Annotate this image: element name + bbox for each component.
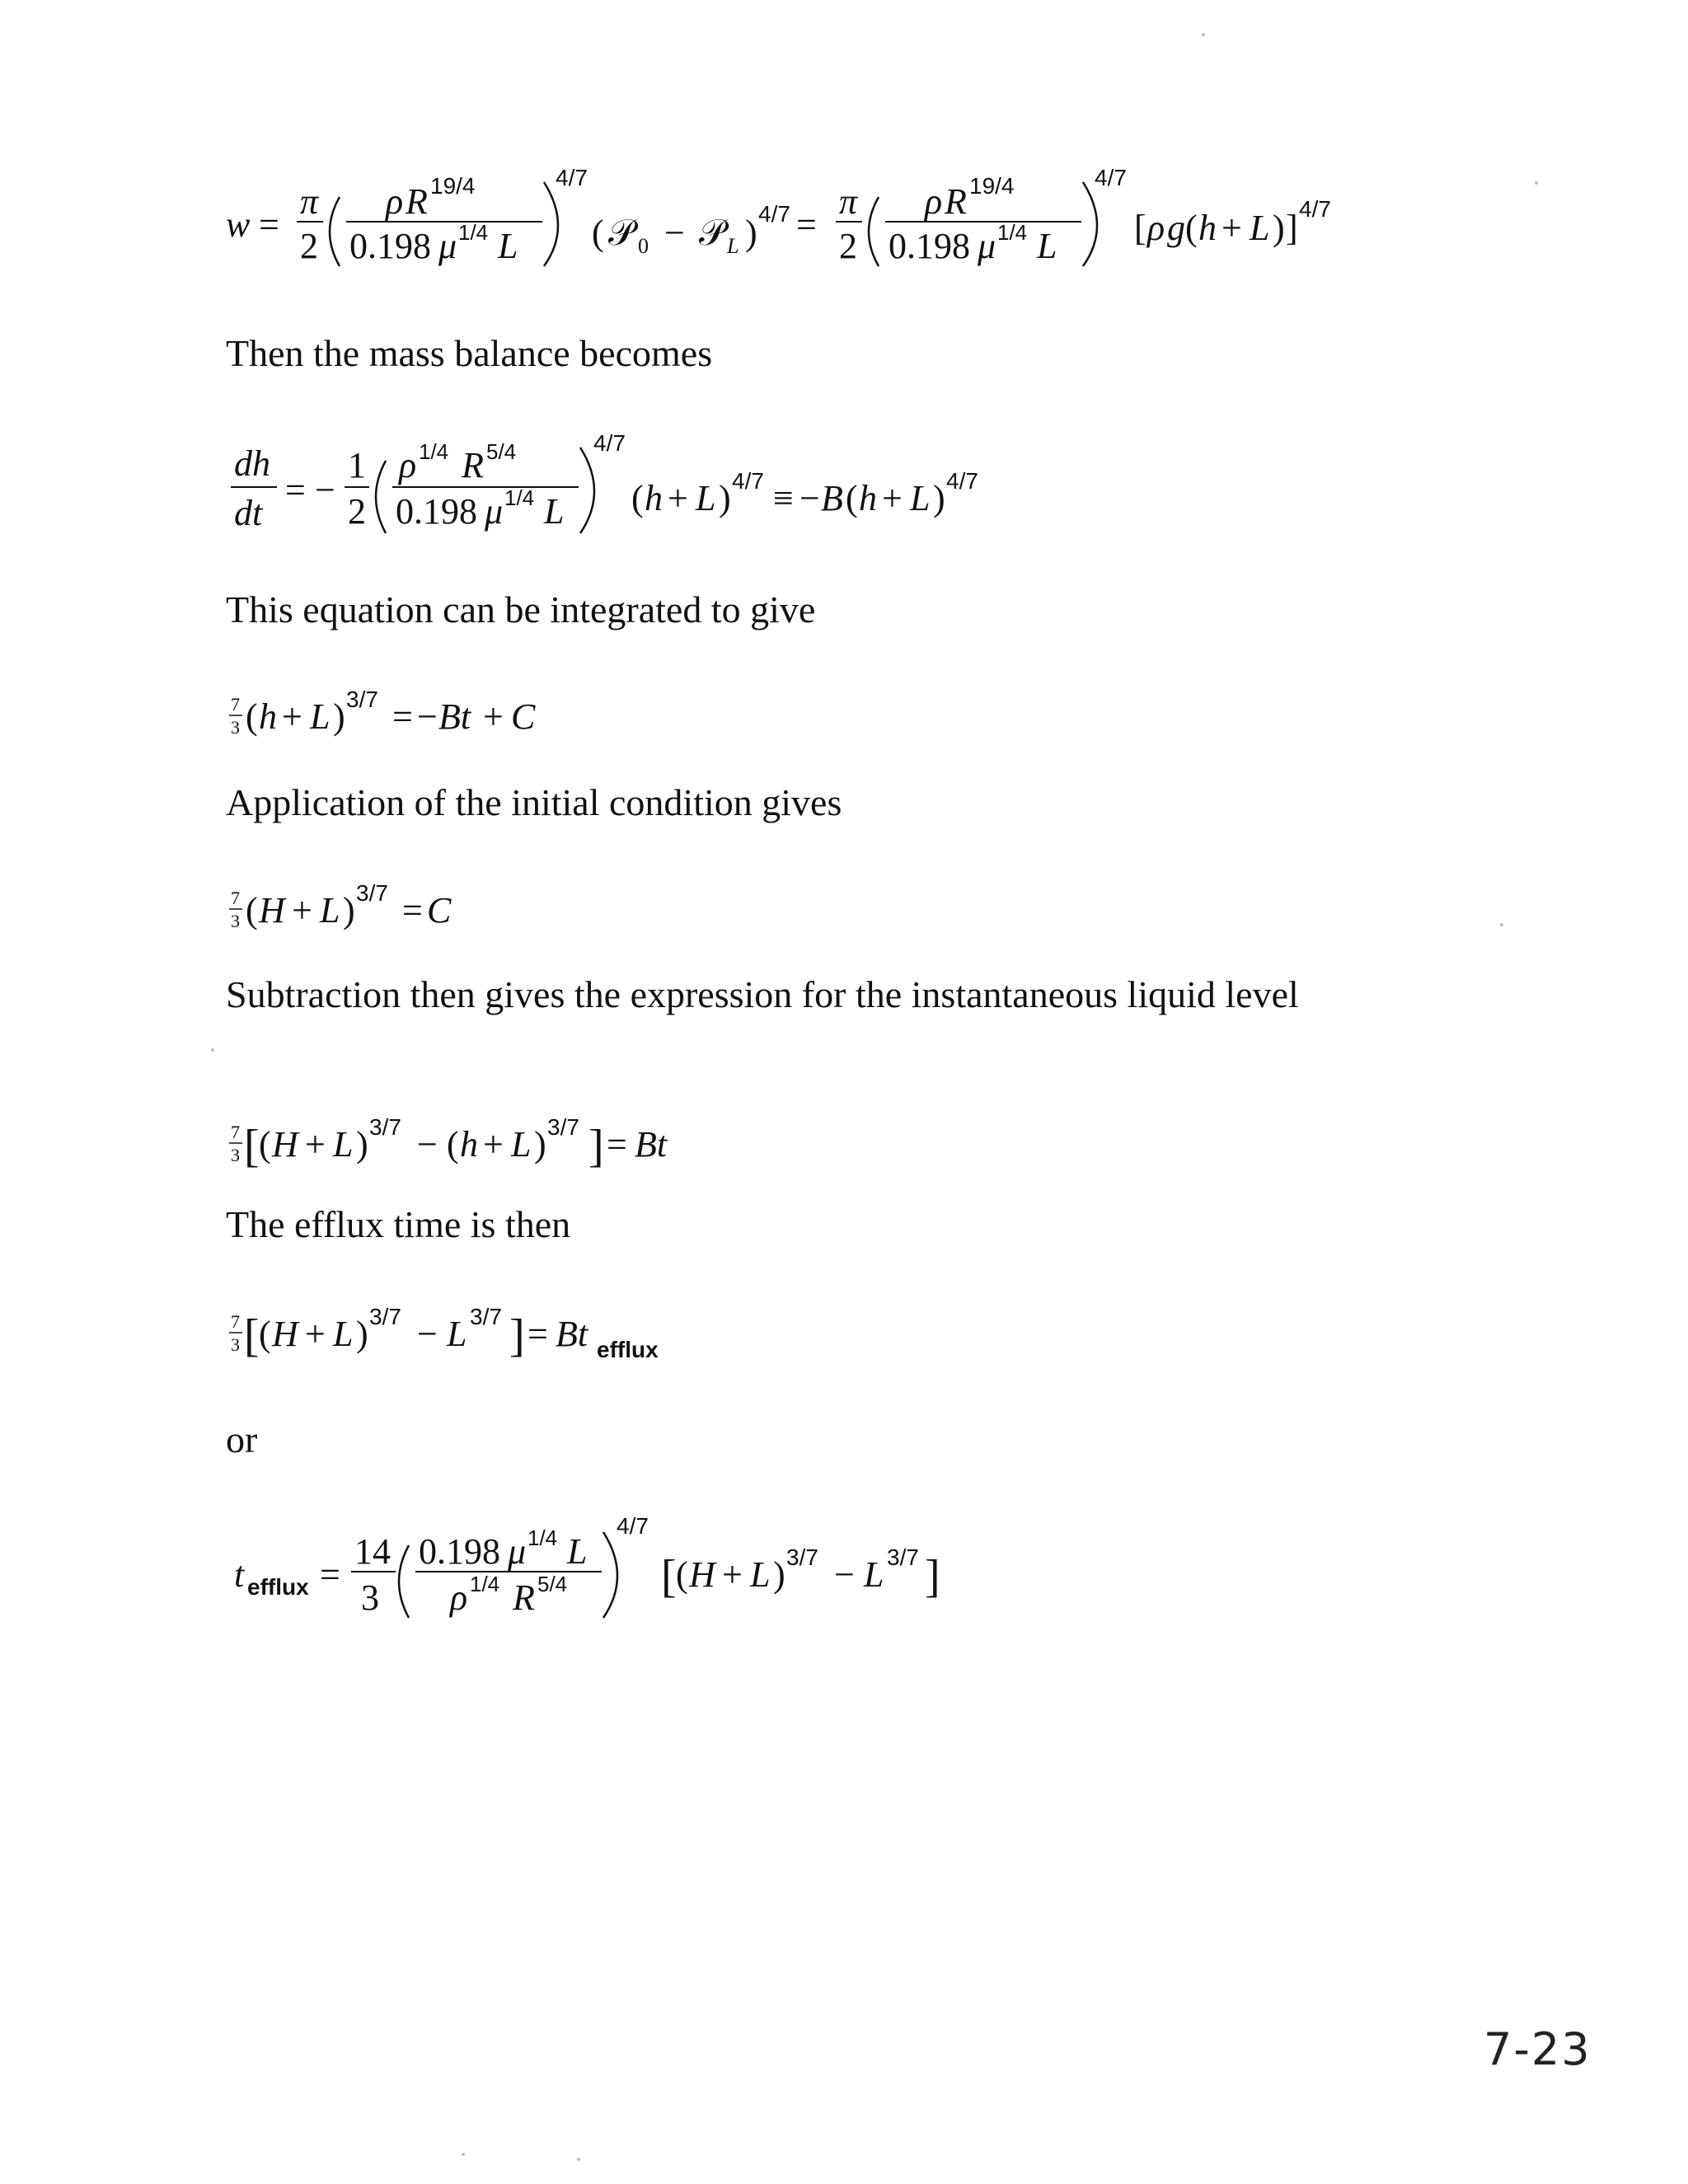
svg-text:𝒫: 𝒫 xyxy=(608,213,635,253)
scan-speck xyxy=(577,2158,580,2161)
svg-text:L: L xyxy=(333,1124,354,1165)
equation-initial-condition xyxy=(223,869,569,944)
svg-text:−: − xyxy=(799,478,820,518)
svg-text:=: = xyxy=(320,1554,340,1595)
svg-text:L: L xyxy=(1037,226,1057,266)
svg-text:(: ( xyxy=(259,1124,271,1165)
svg-text:ρ: ρ xyxy=(399,445,417,485)
svg-text:L: L xyxy=(567,1531,588,1572)
svg-text:μ: μ xyxy=(978,226,996,266)
svg-text:L: L xyxy=(727,234,739,258)
svg-text:−: − xyxy=(417,696,438,737)
paragraph-efflux-time: The efflux time is then xyxy=(226,1203,571,1245)
svg-text:): ) xyxy=(773,1554,785,1595)
svg-text:4/7: 4/7 xyxy=(732,468,764,494)
svg-text:19/4: 19/4 xyxy=(969,173,1015,199)
svg-text:dt: dt xyxy=(234,493,263,533)
svg-text:): ) xyxy=(356,1124,368,1165)
svg-text:2: 2 xyxy=(300,226,318,266)
svg-text:+: + xyxy=(668,478,688,518)
svg-text:dh: dh xyxy=(234,443,270,484)
svg-text:h: h xyxy=(460,1124,478,1165)
svg-text:): ) xyxy=(1273,208,1285,248)
svg-text:): ) xyxy=(719,478,731,518)
svg-text:L: L xyxy=(750,1554,771,1595)
equation-efflux-time xyxy=(223,1290,799,1372)
svg-text:0.198: 0.198 xyxy=(889,226,970,266)
svg-text:1/4: 1/4 xyxy=(470,1572,500,1596)
svg-text:μ: μ xyxy=(508,1531,527,1572)
svg-text:3/7: 3/7 xyxy=(547,1114,579,1140)
svg-text:C: C xyxy=(511,696,536,737)
svg-text:L: L xyxy=(910,478,931,518)
svg-text:H: H xyxy=(272,1314,298,1354)
svg-text:L: L xyxy=(511,1124,532,1165)
svg-text:h: h xyxy=(645,478,663,518)
svg-text:): ) xyxy=(534,1124,546,1165)
svg-text:L: L xyxy=(447,1314,467,1354)
svg-text:3: 3 xyxy=(231,1145,240,1165)
svg-text:+: + xyxy=(882,478,903,518)
svg-text:ρ: ρ xyxy=(925,181,943,222)
svg-text:0.198: 0.198 xyxy=(349,226,431,266)
svg-text:=: = xyxy=(392,696,413,737)
svg-text:(: ( xyxy=(846,478,858,518)
svg-text:+: + xyxy=(483,696,504,737)
svg-text:): ) xyxy=(933,478,945,518)
svg-text:(: ( xyxy=(447,1124,459,1165)
svg-text:4/7: 4/7 xyxy=(1299,196,1331,222)
svg-text:0: 0 xyxy=(638,234,649,258)
svg-text:ρ: ρ xyxy=(1147,208,1165,248)
svg-text:g: g xyxy=(1167,208,1185,248)
svg-text:7: 7 xyxy=(231,1311,240,1332)
paragraph-mass-balance: Then the mass balance becomes xyxy=(226,332,713,374)
svg-text:=: = xyxy=(259,204,279,245)
svg-text:]: ] xyxy=(588,1121,604,1172)
svg-text:h: h xyxy=(1198,208,1217,248)
scan-speck xyxy=(1535,181,1538,185)
svg-text:≡: ≡ xyxy=(773,478,794,518)
svg-text:=: = xyxy=(607,1124,627,1165)
svg-text:3/7: 3/7 xyxy=(470,1304,502,1329)
svg-text:[: [ xyxy=(244,1121,260,1172)
svg-text:3: 3 xyxy=(361,1577,379,1618)
svg-text:−: − xyxy=(315,470,335,510)
svg-text:B: B xyxy=(821,478,843,518)
svg-text:L: L xyxy=(498,226,518,266)
svg-text:R: R xyxy=(945,181,967,222)
svg-text:2: 2 xyxy=(839,226,857,266)
svg-text:L: L xyxy=(310,696,331,737)
svg-text:L: L xyxy=(864,1554,884,1595)
svg-text:+: + xyxy=(483,1124,504,1165)
svg-text:C: C xyxy=(427,890,452,930)
svg-text:H: H xyxy=(272,1124,298,1165)
svg-text:4/7: 4/7 xyxy=(593,430,626,456)
svg-text:3/7: 3/7 xyxy=(887,1544,919,1570)
svg-text:h: h xyxy=(259,696,277,737)
svg-text:]: ] xyxy=(925,1551,940,1602)
svg-text:L: L xyxy=(333,1314,354,1354)
svg-text:=: = xyxy=(796,204,817,245)
equation-instantaneous-level xyxy=(223,1100,799,1183)
equation-efflux-time-explicit xyxy=(223,1504,1047,1644)
svg-text:4/7: 4/7 xyxy=(1095,165,1127,190)
svg-text:+: + xyxy=(305,1314,326,1354)
scan-speck xyxy=(1202,33,1205,36)
svg-text:): ) xyxy=(343,890,355,930)
svg-text:Bt: Bt xyxy=(556,1314,588,1354)
svg-text:1: 1 xyxy=(348,445,366,485)
svg-text:h: h xyxy=(859,478,877,518)
svg-text:1/4: 1/4 xyxy=(528,1526,558,1550)
svg-text:=: = xyxy=(285,470,306,510)
svg-text:1/4: 1/4 xyxy=(997,220,1028,245)
scan-speck xyxy=(211,1048,214,1052)
svg-text:0.198: 0.198 xyxy=(396,491,477,532)
svg-text:−: − xyxy=(664,213,685,253)
svg-text:μ: μ xyxy=(485,491,504,532)
svg-text:+: + xyxy=(722,1554,743,1595)
svg-text:R: R xyxy=(406,181,428,222)
svg-text:R: R xyxy=(513,1577,535,1618)
svg-text:5/4: 5/4 xyxy=(537,1572,568,1596)
svg-text:2: 2 xyxy=(348,491,366,532)
svg-text:[: [ xyxy=(244,1310,260,1361)
paragraph-integration: This equation can be integrated to give xyxy=(226,588,816,630)
svg-text:H: H xyxy=(689,1554,715,1595)
svg-text:L: L xyxy=(544,491,565,532)
equation-integrated xyxy=(223,676,635,750)
svg-text:): ) xyxy=(745,213,757,253)
svg-text:ρ: ρ xyxy=(450,1577,468,1618)
svg-text:]: ] xyxy=(509,1310,525,1361)
svg-text:+: + xyxy=(292,890,312,930)
svg-text:(: ( xyxy=(631,478,644,518)
svg-text:𝒫: 𝒫 xyxy=(699,213,725,253)
svg-text:[: [ xyxy=(661,1551,677,1602)
svg-text:Bt: Bt xyxy=(635,1124,668,1165)
scan-speck xyxy=(1500,923,1503,926)
svg-text:1/4: 1/4 xyxy=(419,439,449,464)
svg-text:L: L xyxy=(1250,208,1270,248)
svg-text:3/7: 3/7 xyxy=(786,1544,818,1570)
svg-text:7: 7 xyxy=(231,888,240,908)
svg-text:3/7: 3/7 xyxy=(369,1304,401,1329)
svg-text:5/4: 5/4 xyxy=(486,439,517,464)
svg-text:14: 14 xyxy=(354,1531,391,1572)
svg-text:+: + xyxy=(1221,208,1242,248)
svg-text:3: 3 xyxy=(231,1334,240,1355)
svg-text:4/7: 4/7 xyxy=(556,165,588,190)
svg-text:efflux: efflux xyxy=(247,1574,309,1600)
equation-mass-flow-rate xyxy=(223,161,1376,284)
svg-text:Bt: Bt xyxy=(438,696,471,737)
svg-text:3/7: 3/7 xyxy=(369,1114,401,1140)
paragraph-or: or xyxy=(226,1418,258,1460)
scan-speck xyxy=(462,2153,465,2156)
svg-text:(: ( xyxy=(259,1314,271,1354)
svg-text:μ: μ xyxy=(438,226,457,266)
svg-text:3/7: 3/7 xyxy=(346,687,378,712)
page-number: 7-23 xyxy=(1484,2023,1592,2075)
svg-text:R: R xyxy=(462,445,484,485)
svg-text:=: = xyxy=(402,890,423,930)
svg-text:(: ( xyxy=(246,696,258,737)
svg-text:(: ( xyxy=(676,1554,688,1595)
svg-text:[: [ xyxy=(1134,208,1146,248)
svg-text:π: π xyxy=(300,181,319,222)
svg-text:7: 7 xyxy=(231,694,240,715)
paragraph-subtraction: Subtraction then gives the expression for the instantaneous liquid level xyxy=(226,973,1299,1015)
svg-text:−: − xyxy=(417,1314,438,1354)
svg-text:4/7: 4/7 xyxy=(946,468,978,494)
svg-text:efflux: efflux xyxy=(597,1337,659,1362)
svg-text:π: π xyxy=(839,181,858,222)
svg-text:t: t xyxy=(234,1554,245,1595)
svg-text:L: L xyxy=(696,478,716,518)
svg-text:3: 3 xyxy=(231,911,240,931)
svg-text:(: ( xyxy=(1185,208,1198,248)
svg-text:]: ] xyxy=(1286,208,1298,248)
svg-text:1/4: 1/4 xyxy=(504,485,535,510)
svg-text:0.198: 0.198 xyxy=(419,1531,500,1572)
svg-text:4/7: 4/7 xyxy=(758,201,790,227)
svg-text:3/7: 3/7 xyxy=(356,880,388,906)
svg-text:(: ( xyxy=(246,890,258,930)
svg-text:−: − xyxy=(834,1554,855,1595)
svg-text:7: 7 xyxy=(231,1122,240,1142)
svg-text:−: − xyxy=(417,1124,438,1165)
svg-text:): ) xyxy=(333,696,345,737)
svg-text:): ) xyxy=(356,1314,368,1354)
svg-text:1/4: 1/4 xyxy=(458,220,489,245)
svg-text:H: H xyxy=(259,890,285,930)
svg-text:+: + xyxy=(305,1124,326,1165)
svg-text:=: = xyxy=(528,1314,548,1354)
svg-text:3: 3 xyxy=(231,717,240,738)
svg-text:(: ( xyxy=(592,213,604,253)
svg-text:19/4: 19/4 xyxy=(430,173,476,199)
paragraph-initial-condition: Application of the initial condition gives xyxy=(226,781,842,823)
svg-text:ρ: ρ xyxy=(386,181,404,222)
equation-mass-balance xyxy=(223,424,1047,556)
svg-text:4/7: 4/7 xyxy=(617,1513,649,1539)
svg-text:L: L xyxy=(320,890,340,930)
svg-text:+: + xyxy=(282,696,302,737)
symbol-w: w xyxy=(226,204,251,245)
